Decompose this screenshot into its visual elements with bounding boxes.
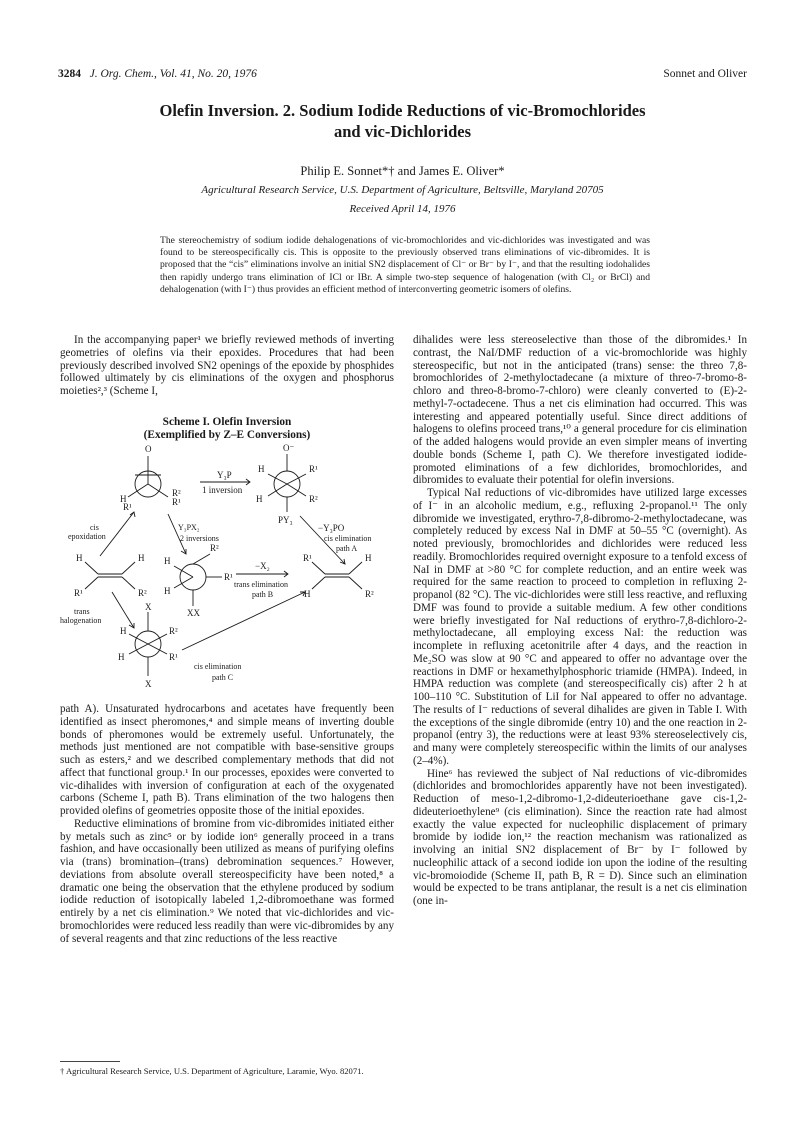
- atom-label: H: [120, 494, 127, 504]
- reagent-label: cis: [90, 523, 99, 532]
- footnote: † Agricultural Research Service, U.S. Department of Agriculture, Laramie, Wyo. 82071.: [60, 1066, 364, 1076]
- left-column-top: [60, 334, 394, 398]
- atom-label: R¹: [224, 572, 233, 582]
- paragraph: dihalides were less stereoselective than those of the dibromides.¹ In contrast, the NaI/DMF reduction of a vic-bromochloride was highly stereospecific, but not in the anticipated (trans) sense: the threo 7,8-bromochlorides of 2-methyloctadecane (a mixture of threo-7-bromo-8-chloro and threo-8-bromo-7-chloro) were cleanly converted to (E)-2-methyl-7-octadecene. Thus a net cis elimination had occurred. This was interesting and appeared potentially useful. Since direct additions of halogens to olefins proceed trans,¹⁰ a general procedure for cis elimination of the added halogens would provide an even simpler means of inverting double bonds (Scheme I, path C). We therefore investigated iodide-promoted eliminations of a few dichlorides, bromochlorides, and dibromides to evaluate their potential for olefin inversions.: [413, 334, 747, 487]
- paragraph: path A). Unsaturated hydrocarbons and acetates have frequently been identified as insect pheromones,⁴ and simple means of inverting double bonds of pheromones would be extremely useful. Unfortunately, the methods just mentioned are not compatible with base-sensitive groups such as esters,² and we described complementary methods that did not affect that functional group.¹ In our processes, epoxides were converted to vic-dihalides with inversion of configuration at each of the oxygenated carbons (Scheme I, path B). Trans elimination of the two halogens then provided olefins of geometries opposite those of the initial epoxides.: [60, 703, 394, 817]
- atom-label: R¹: [123, 502, 132, 512]
- abstract: The stereochemistry of sodium iodide dehalogenations of vic-bromochlorides and vic-dichlorides was investigated and was found to be stereospecifically cis. This is opposite to the previously observed trans eliminations of vic-dibromides. It is proposed that the “cis” eliminations involve an initial SN2 displacement of Cl⁻ or Br⁻ by I⁻, and that the resulting iodohalides then rapidly undergo trans elimination of ICl or IBr. A simple two-step sequence of halogenation (with Cl₂ or BrCl) and dehalogenation (with I⁻) thus provides an efficient method of interconverting geometric isomers of olefins.: [160, 235, 650, 295]
- reagent-label: trans: [74, 607, 90, 616]
- reagent-label: path B: [252, 590, 274, 599]
- atom-label: X: [145, 679, 152, 689]
- reagent-label: path C: [212, 673, 234, 682]
- reagent-label: path A: [336, 544, 358, 553]
- affiliation: Agricultural Research Service, U.S. Department of Agriculture, Beltsville, Maryland 20705: [201, 184, 604, 196]
- scheme-diagram: [60, 444, 394, 696]
- atom-label: H: [76, 553, 83, 563]
- reagent-label: epoxidation: [68, 532, 106, 541]
- reagent-label: cis elimination: [194, 662, 242, 671]
- atom-label: H: [118, 652, 125, 662]
- atom-label: R²: [169, 626, 178, 636]
- reagent-label: Y₃PX₂: [178, 523, 200, 532]
- title-line-1: Olefin Inversion. 2. Sodium Iodide Reductions of vic-Bromochlorides: [159, 101, 646, 120]
- atom-label: O⁻: [283, 444, 295, 453]
- paragraph: Reductive eliminations of bromine from vic-dibromides initiated either by metals such as zinc⁵ or by iodide ion⁶ generally proceed in a trans fashion, and have occasionally been utilized as means of purifying olefins via (trans) bromination–(trans) debromination sequences.⁷ However, deviations from absolute overall stereospecificity have been noted,⁸ a dramatic one being the observation that the ethylene produced by sodium iodide reduction of isotopically labeled 1,2-dibromoethane was formed entirely by a net cis elimination.⁹ We noted that vic-dichlorides and vic-bromochlorides were reduced less readily than were vic-dibromides by any of several reagents and that zinc reductions of the less reactive: [60, 817, 394, 945]
- article-title: [60, 100, 745, 142]
- atom-label: H: [164, 586, 171, 596]
- reagent-label: halogenation: [60, 616, 102, 625]
- atom-label: XX: [187, 608, 200, 618]
- reagent-label: Y₃P: [217, 470, 232, 480]
- atom-label: O: [145, 444, 152, 454]
- atom-label: H: [120, 626, 127, 636]
- reagent-label: 2 inversions: [180, 534, 219, 543]
- atom-label: R¹: [303, 553, 312, 563]
- atom-label: R²: [138, 588, 147, 598]
- scheme-title: [60, 416, 394, 442]
- atom-label: R¹: [74, 588, 83, 598]
- journal-citation: J. Org. Chem., Vol. 41, No. 20, 1976: [89, 68, 257, 80]
- reagent-label: −Y₃PO: [318, 523, 345, 533]
- atom-label: R²: [365, 589, 374, 599]
- atom-label: X: [145, 602, 152, 612]
- right-column: [413, 334, 747, 908]
- atom-label: PY₃: [278, 515, 293, 525]
- atom-label: H: [258, 464, 265, 474]
- running-header-authors: Sonnet and Oliver: [663, 68, 747, 80]
- reagent-label: trans elimination: [234, 580, 288, 589]
- title-line-2: and vic-Dichlorides: [333, 122, 472, 141]
- paragraph: In the accompanying paper¹ we briefly reviewed methods of inverting geometries of olefins via their epoxides. Procedures that had been previously described involved SN2 openings of the epoxide by phosphides followed ultimately by cis eliminations of the oxygen and phosphorus moieties²,³ (Scheme I,: [60, 334, 394, 397]
- author-list: Philip E. Sonnet*† and James E. Oliver*: [300, 164, 505, 178]
- atom-label: R²: [172, 488, 181, 498]
- footnote-rule: [60, 1061, 120, 1062]
- atom-label: R²: [309, 494, 318, 504]
- atom-label: H: [365, 553, 372, 563]
- reagent-label: cis elimination: [324, 534, 372, 543]
- atom-label: R¹: [309, 464, 318, 474]
- scheme-title-line-2: (Exemplified by Z–E Conversions): [143, 429, 311, 441]
- paragraph: Typical NaI reductions of vic-dibromides have utilized large excesses of I⁻ in an alcoholic medium, e.g., refluxing 2-propanol.¹¹ The only dibromide we investigated, erythro-7,8-dibromo-2-methyloctadecane, was completely reduced by excess NaI in DMF at 50–55 °C (overnight). As noted previously, bromochlorides and dichlorides were reduced less readily. Bromochlorides required overnight exposure to a tenfold excess of NaI in DMF at >80 °C for complete reduction, and an entire week was required for the same reaction to proceed to completion in refluxing 2-propanol (82 °C). The vic-dichlorides were still less reactive, and refluxing DMF was found to provide a suitable medium. A few other conditions were briefly investigated for NaI reductions of erythro-7,8-dichloro-2-methyloctadecane, all employing excess NaI: the reduction was incomplete in refluxing acetonitrile after 4 days, and the reaction in Me₂SO was slow at 90 °C and appeared to offer no advantage over the reactions in DMF or hexamethylphosphoric triamide (HMPA). Indeed, in HMPA reduction was complete (and stereospecifically cis) after 2 h at 100–110 °C. Substitution of LiI for NaI appeared to offer no advantage. The results of I⁻ reductions of several dihalides are given in Table I. With the exceptions of the single dibromide (entry 10) and the one reaction in 2-propanol (entry 3), the reductions were at least 93% stereoselectively cis, and many were completely stereospecific within the limits of our analyses (2–4%).: [413, 487, 747, 767]
- scheme-title-line-1: Scheme I. Olefin Inversion: [162, 416, 292, 428]
- scheme-labels: [60, 444, 374, 689]
- atom-label: H: [164, 556, 171, 566]
- atom-label: R¹: [169, 652, 178, 662]
- left-column-bottom: [60, 703, 394, 945]
- received-date: Received April 14, 1976: [349, 203, 456, 215]
- paragraph: Hine⁶ has reviewed the subject of NaI reductions of vic-dibromides (dichlorides and bromochlorides apparently have not been investigated). Reduction of meso-1,2-dibromo-1,2-dideuterioethane gave cis-1,2-dideuterioethylene⁹ (cis elimination). Since the reaction rate had almost exactly the value expected for nucleophilic displacement of primary bromide by iodide ion,¹² the reaction mechanism was rationalized as involving an initial SN2 displacement of Br⁻ by I⁻ followed by nucleophilic attack of a second iodide ion upon the iodine of the resulting vic-bromoiodide (Scheme II, path B, R = D). Since such an elimination would be expected to be trans antiplanar, the result is a net cis elimination (one in-: [413, 767, 747, 907]
- atom-label: H: [256, 494, 263, 504]
- reagent-label: 1 inversion: [202, 485, 243, 495]
- atom-label: R²: [210, 543, 219, 553]
- page-number: 3284: [58, 68, 81, 80]
- reagent-label: −X₂: [255, 561, 270, 571]
- running-header-left: [58, 68, 257, 80]
- atom-label: H: [304, 589, 311, 599]
- atom-label: H: [138, 553, 145, 563]
- atom-label: R¹: [172, 497, 181, 507]
